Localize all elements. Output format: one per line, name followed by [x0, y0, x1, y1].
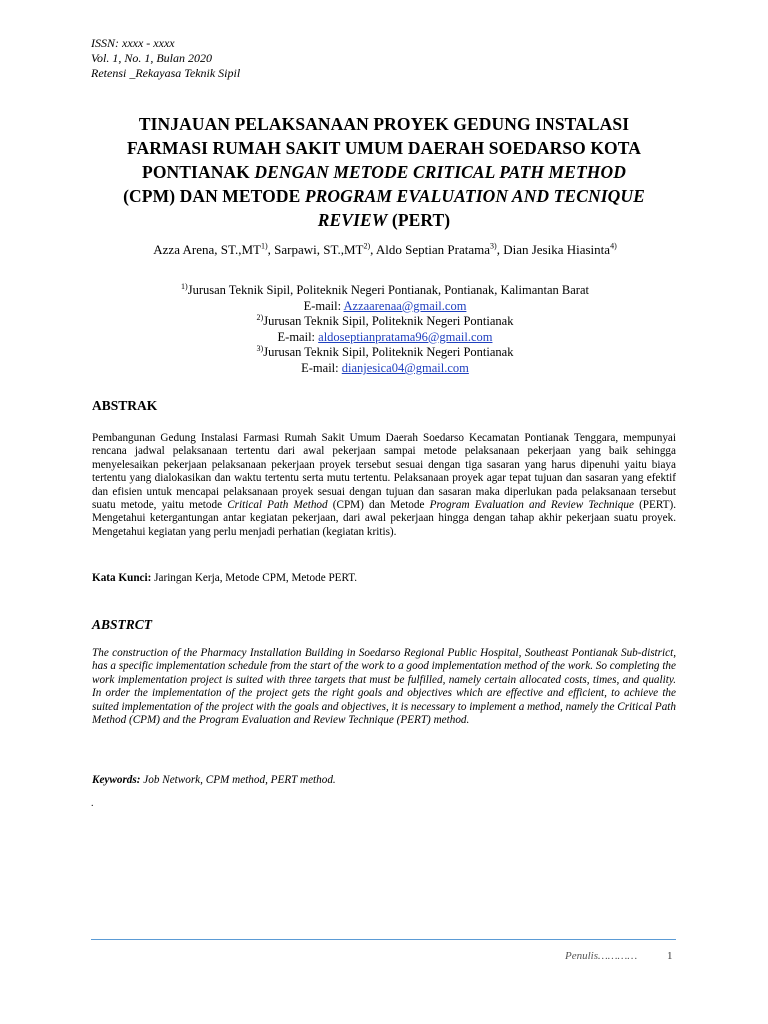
author-name: Aldo Septian Pratama: [375, 242, 491, 257]
abstrak-cpm-term: Critical Path Method: [227, 499, 328, 512]
author-list: [60, 242, 710, 258]
title-line-1: TINJAUAN PELAKSANAAN PROYEK GEDUNG INSTALASI: [138, 114, 630, 134]
email-label: E-mail:: [303, 298, 344, 313]
affiliation-email-2: [80, 330, 690, 346]
volume-info: Vol. 1, No. 1, Bulan 2020: [91, 51, 213, 65]
affiliations: [80, 283, 690, 377]
journal-name: Retensi _Rekayasa Teknik Sipil: [91, 66, 241, 80]
abstrak-body: [92, 432, 676, 539]
keywords-text: Job Network, CPM method, PERT method.: [140, 774, 336, 786]
author-sep: ,: [267, 242, 275, 257]
affiliation-sup: 1): [181, 281, 188, 291]
keywords: [92, 774, 336, 786]
issn: ISSN: xxxx - xxxx: [91, 36, 175, 50]
author-name: Dian Jesika Hiasinta: [503, 242, 611, 257]
affiliation-sup: 2): [256, 313, 264, 323]
title-line-3-italic: DENGAN METODE CRITICAL PATH METHOD: [254, 162, 626, 182]
title-line-5: [80, 208, 688, 232]
title-line-3: [80, 160, 688, 184]
kata-kunci-text: Jaringan Kerja, Metode CPM, Metode PERT.: [151, 572, 358, 584]
footer-divider: [91, 939, 676, 940]
author: [503, 242, 617, 257]
abstract-heading: ABSTRCT: [92, 617, 153, 632]
title-line-2: FARMASI RUMAH SAKIT UMUM DAERAH SOEDARSO KOTA: [127, 138, 641, 158]
title-line-5-plain: (PERT): [387, 210, 451, 230]
email-label: E-mail:: [301, 360, 342, 375]
email-link[interactable]: Azzaarenaa@gmail.com: [343, 298, 467, 313]
author: [153, 242, 274, 257]
author-name: Azza Arena, ST.,MT: [153, 242, 261, 257]
author-sup: 1): [260, 241, 268, 251]
stray-dot: .: [91, 798, 94, 809]
author-sup: 3): [490, 241, 497, 251]
affiliation-email-1: [80, 299, 690, 315]
page-number: 1: [667, 950, 673, 962]
author-sep: ,: [370, 242, 376, 257]
affiliation-2: [80, 314, 690, 330]
title-line-3-plain: PONTIANAK: [142, 162, 255, 182]
affiliation-text: Jurusan Teknik Sipil, Politeknik Negeri Pontianak: [263, 314, 514, 329]
affiliation-text: Jurusan Teknik Sipil, Politeknik Negeri Pontianak, Pontianak, Kalimantan Barat: [187, 283, 589, 297]
abstrak-text-2: (CPM) dan Metode: [327, 499, 430, 512]
affiliation-text: Jurusan Teknik Sipil, Politeknik Negeri Pontianak: [263, 345, 514, 360]
email-link[interactable]: dianjesica04@gmail.com: [341, 360, 469, 375]
title-line-4: [80, 184, 688, 208]
title-line-4-italic: PROGRAM EVALUATION AND TECNIQUE: [304, 186, 645, 206]
author-sep: ,: [496, 242, 504, 257]
abstrak-text-3: (PERT). Mengetahui ketergantungan antar kegiatan pekerjaan, dari awal pekerjaan hingga dengan tahap akhir pekerjaan suatu proyek. Mengetahui kegiatan yang perlu menjadi perhatian (kegiatan kritis).: [92, 499, 676, 538]
kata-kunci-label: Kata Kunci:: [92, 572, 152, 584]
paper-title: [80, 112, 688, 232]
email-label: E-mail:: [277, 329, 319, 344]
keywords-label: Keywords:: [92, 774, 141, 786]
footer-author: Penulis…………: [565, 950, 638, 962]
author-sup: 2): [363, 241, 371, 251]
author: [376, 242, 503, 257]
author: [274, 242, 376, 257]
title-line-4-plain: (CPM) DAN METODE: [123, 186, 305, 206]
abstrak-pert-term: Program Evaluation and Review Technique: [429, 499, 634, 512]
abstrak-heading: ABSTRAK: [92, 398, 158, 413]
affiliation-3: [80, 345, 690, 361]
email-link[interactable]: aldoseptianpratama96@gmail.com: [318, 329, 493, 344]
author-sup: 4): [610, 241, 617, 251]
title-line-5-italic: REVIEW: [317, 210, 388, 230]
abstract-body: The construction of the Pharmacy Installation Building in Soedarso Regional Public Hospital, Southeast Pontianak Sub-district, has a specific implementation schedule from the start of the work to a good implementation method of the work. So completing the work implementation project is suited with three targets that must be fulfilled, namely certain allocated costs, times, and quality. In order the implementation of the project gets the right goals and objectives which are effective and efficient, to achieve the suited implementation of the project with the goals and objectives, it is necessary to implement a method, namely the Critical Path Method (CPM) and the Program Evaluation and Review Technique (PERT) method.: [92, 647, 676, 727]
abstrak-text-1: Pembangunan Gedung Instalasi Farmasi Rumah Sakit Umum Daerah Soedarso Kecamatan Pontianak Tenggara, mempunyai rencana jadwal pelaksanaan tertentu dari awal pekerjaan sampai metode pelaksanaan pekerjaan yang baik sehingga menyelesaikan pekerjaan pelaksanaan pekerjaan proyek tersebut sesuai dengan tiga sasaran yang harus dipenuhi yaitu biaya tertentu yang dialokasikan dan waktu tertentu serta mutu tertentu. Pelaksanaan proyek agar tepat tujuan dan sasaran yang efektif dan efisien untuk mencapai pelaksanaan proyek sesuai dengan tujuan dan sasaran maka diperlukan pada pelaksanaan tersebut suatu metode, yaitu metode: [92, 432, 676, 512]
journal-header: [91, 36, 240, 81]
affiliation-sup: 3): [256, 344, 264, 354]
affiliation-1: [80, 283, 690, 299]
affiliation-email-3: [80, 361, 690, 377]
kata-kunci: [92, 572, 357, 584]
author-name: Sarpawi, ST.,MT: [274, 242, 364, 257]
